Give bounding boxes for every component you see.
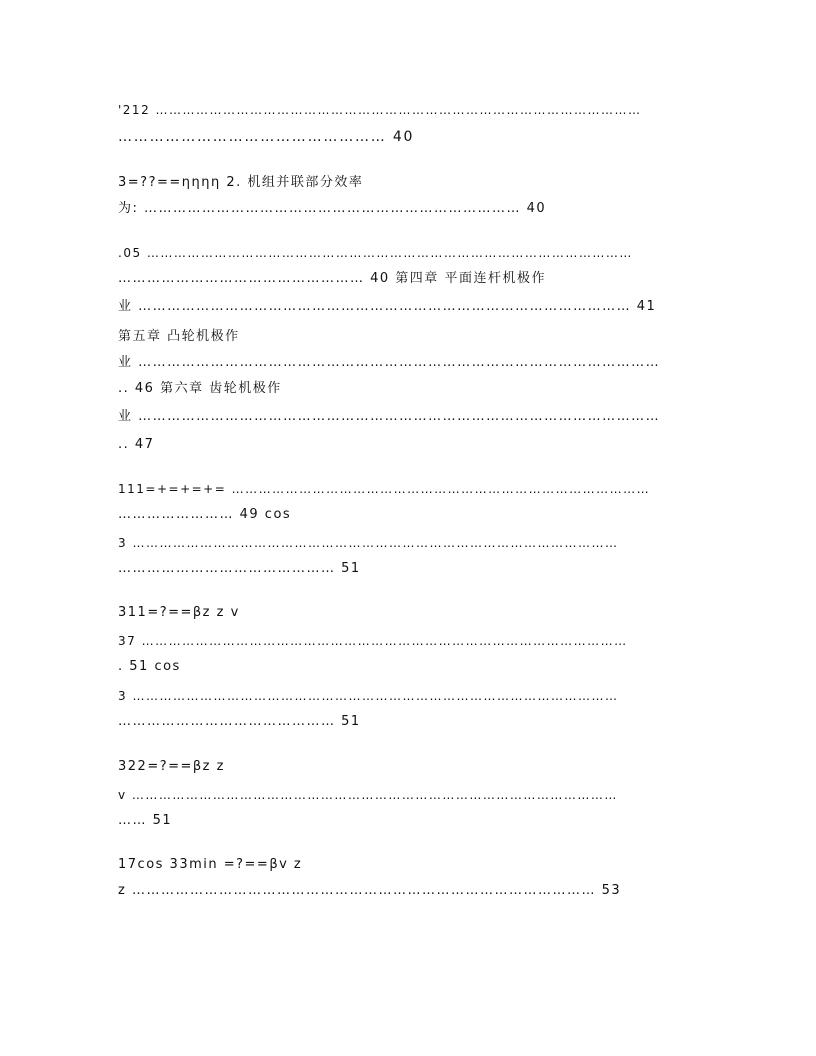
toc-line-26: z …………………………………………………………………………………… 53 <box>118 883 622 898</box>
toc-line-24: …… 51 <box>118 813 173 828</box>
toc-line-17: 311=?==βz z v <box>118 605 240 620</box>
toc-line-3: 3=??==ηηηη 2. 机组并联部分效率 <box>118 175 364 190</box>
toc-line-6: …………………………………………… 40 第四章 平面连杆机极作 <box>118 271 546 286</box>
toc-line-23: v ……………………………………………………………………………………………… <box>118 788 618 802</box>
toc-line-11: 业 ……………………………………………………………………………………………… <box>118 409 661 424</box>
toc-line-12: .. 47 <box>118 437 155 452</box>
toc-line-2: …………………………………………… 40 <box>118 129 415 145</box>
toc-line-14: …………………… 49 cos <box>118 507 292 522</box>
toc-line-10: .. 46 第六章 齿轮机极作 <box>118 381 282 396</box>
toc-line-25: 17cos 33min =?==βv z <box>118 857 303 872</box>
toc-line-21: ……………………………………… 51 <box>118 714 361 729</box>
toc-line-1: '212 ……………………………………………………………………………………………… <box>118 103 642 117</box>
toc-line-20: 3 ……………………………………………………………………………………………… <box>118 689 619 703</box>
toc-line-22: 322=?==βz z <box>118 759 225 774</box>
toc-line-8: 第五章 凸轮机极作 <box>118 329 240 344</box>
toc-line-18: 37 ……………………………………………………………………………………………… <box>118 634 628 648</box>
toc-line-13: 111=+=+=+= ………………………………………………………………………………… <box>118 482 651 496</box>
toc-line-5: .05 ……………………………………………………………………………………………… <box>118 246 633 260</box>
toc-line-9: 业 ……………………………………………………………………………………………… <box>118 355 661 370</box>
toc-line-16: ……………………………………… 51 <box>118 561 361 576</box>
toc-line-15: 3 ……………………………………………………………………………………………… <box>118 536 619 550</box>
toc-line-4: 为: …………………………………………………………………… 40 <box>118 201 547 216</box>
toc-line-7: 业 ………………………………………………………………………………………… 41 <box>118 299 657 314</box>
toc-line-19: . 51 cos <box>118 659 181 674</box>
